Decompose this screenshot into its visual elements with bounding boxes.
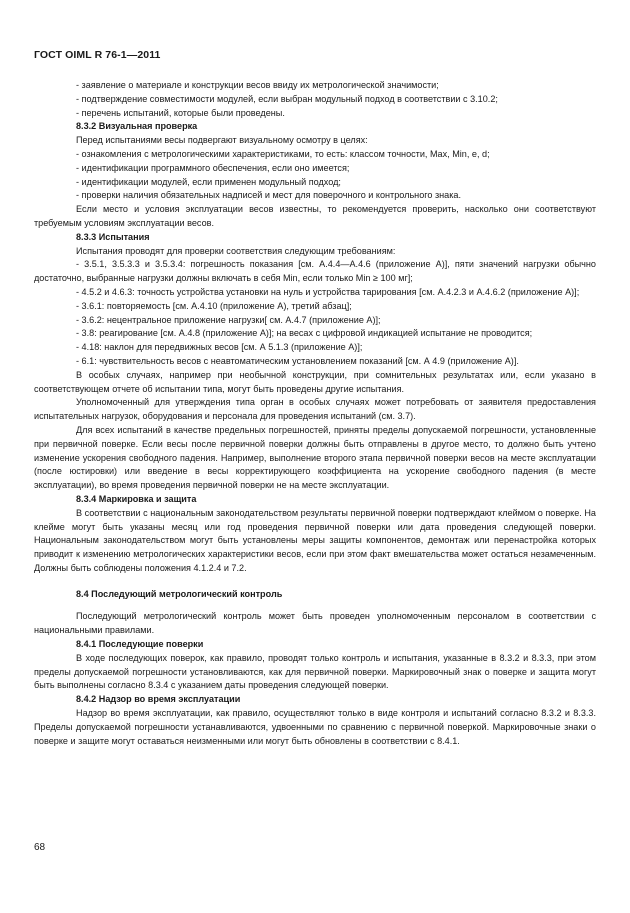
list-item: - 3.5.1, 3.5.3.3 и 3.5.3.4: погрешность показания [см. А.4.4—А.4.6 (приложение А)], пяти значений нагрузки обычно достаточно, выбранные нагрузки должны включать в себя Min, если только Min ≥ 100 мг]; bbox=[34, 259, 596, 284]
list-item: - ознакомления с метрологическими характеристиками, то есть: классом точности, Max, Min, e, d; bbox=[76, 148, 490, 159]
paragraph: Надзор во время эксплуатации, как правило, осуществляют только в виде контроля и испытаний согласно 8.3.2 и 8.3.3. Пределы допускаемой погрешности устанавливаются, удвоенными по сравнению с первичной поверкой. Маркировочные знаки о поверке и защите могут оставаться неизменными или могут быть обновлены в соответствии с 8.4.1. bbox=[34, 708, 596, 746]
list-item: - идентификации модулей, если применен модульный подход; bbox=[76, 176, 341, 187]
list-item: - 3.6.1: повторяемость [см. А.4.10 (приложение А), третий абзац]; bbox=[76, 300, 352, 311]
section-heading-8-3-4: 8.3.4 Маркировка и защита bbox=[76, 493, 197, 504]
page-header: ГОСТ OIML R 76-1—2011 bbox=[34, 49, 161, 61]
paragraph: В ходе последующих поверок, как правило, проводят только контроль и испытания, указанные в 8.3.2 и 8.3.3, при этом пределы допускаемой погрешности установливаются, как для первичной поверки. Маркировочный знак о поверке и защита могут быть выполнены согласно 8.3.4 с указанием даты проведения следующей поверки. bbox=[34, 652, 596, 691]
section-heading-8-4: 8.4 Последующий метрологический контроль bbox=[76, 588, 283, 599]
section-heading-8-4-1: 8.4.1 Последующие поверки bbox=[76, 639, 204, 650]
paragraph: Для всех испытаний в качестве предельных погрешностей, приняты пределы допускаемой погрешности, установленные при первичной поверке. Если весы после первичной поверки должны быть отправлены в другое место, то должно быть учтено изменение ускорения свободного падения. Например, выполнение второго этапа первичной поверки весов на месте эксплуатации (после юстировки) или введение в весы корректирующего коэффициента на ускорение свободного падения (в месте эксплуатации), во время проведения первичной поверки не на месте эксплуатации. bbox=[34, 424, 596, 491]
list-item: - 3.8: реагирование [см. А.4.8 (приложение А)]; на весах с цифровой индикацией испытание не проводится; bbox=[76, 328, 533, 339]
list-item: - заявление о материале и конструкции весов ввиду их метрологической значимости; bbox=[76, 80, 439, 90]
list-item: - подтверждение совместимости модулей, если выбран модульный подход в соответствии с 3.10.2; bbox=[76, 93, 498, 104]
list-item: - идентификации программного обеспечения, если оно имеется; bbox=[76, 162, 350, 173]
paragraph: В особых случаях, например при необычной конструкции, при сомнительных результатах или, если указано в соответствующем отчете об испытании типа, могут быть проведены другие испытания. bbox=[34, 369, 596, 394]
paragraph: Перед испытаниями весы подвергают визуальному осмотру в целях: bbox=[76, 135, 368, 146]
paragraph: Последующий метрологический контроль может быть проведен уполномоченным персоналом в соответствии с национальными правилами. bbox=[34, 611, 596, 636]
paragraph: В соответствии с национальным законодательством результаты первичной поверки подтверждают клеймом о поверке. На клейме могут быть указаны месяц или год проведения первичной поверки или дата проведения следующей поверки. Национальным законодательством могут быть установлены меры защиты компонентов, демонтаж или перенастройка которых приводит к изменению метрологических характеристики весов, если при этом факт вмешательства может остаться незамеченным. Должны быть соблюдены положения 4.1.2.4 и 7.2. bbox=[34, 507, 596, 573]
section-heading-8-3-3: 8.3.3 Испытания bbox=[76, 231, 150, 242]
section-heading-8-3-2: 8.3.2 Визуальная проверка bbox=[76, 121, 198, 132]
list-item: - 4.5.2 и 4.6.3: точность устройства установки на нуль и устройства тарирования [см. А.4.2.3 и А.4.6.2 (приложение А)]; bbox=[76, 286, 580, 297]
paragraph: Если место и условия эксплуатации весов известны, то рекомендуется проверить, насколько они соответствуют требуемым условиям эксплуатации весов. bbox=[34, 204, 596, 228]
page-body bbox=[34, 79, 596, 748]
paragraph: Уполномоченный для утверждения типа орган в особых случаях может потребовать от заявителя предоставления испытательных нагрузок, оборудования и персонала для проведения испытаний (см. 3.7). bbox=[34, 397, 596, 422]
list-item: - перечень испытаний, которые были проведены. bbox=[76, 107, 285, 118]
section-heading-8-4-2: 8.4.2 Надзор во время эксплуатации bbox=[76, 694, 241, 705]
list-item: - 4.18: наклон для передвижных весов [см. А 5.1.3 (приложение А)]; bbox=[76, 342, 363, 353]
paragraph: Испытания проводят для проверки соответствия следующим требованиям: bbox=[76, 245, 396, 256]
list-item: - 3.6.2: нецентральное приложение нагрузки[ см. А.4.7 (приложение А)]; bbox=[76, 314, 381, 325]
page-number: 68 bbox=[34, 842, 46, 853]
list-item: - проверки наличия обязательных надписей и мест для поверочного и контрольного знака. bbox=[76, 190, 461, 201]
list-item: - 6.1: чувствительность весов с неавтоматическим установлением показаний [см. А 4.9 (приложение А)]. bbox=[76, 355, 519, 366]
